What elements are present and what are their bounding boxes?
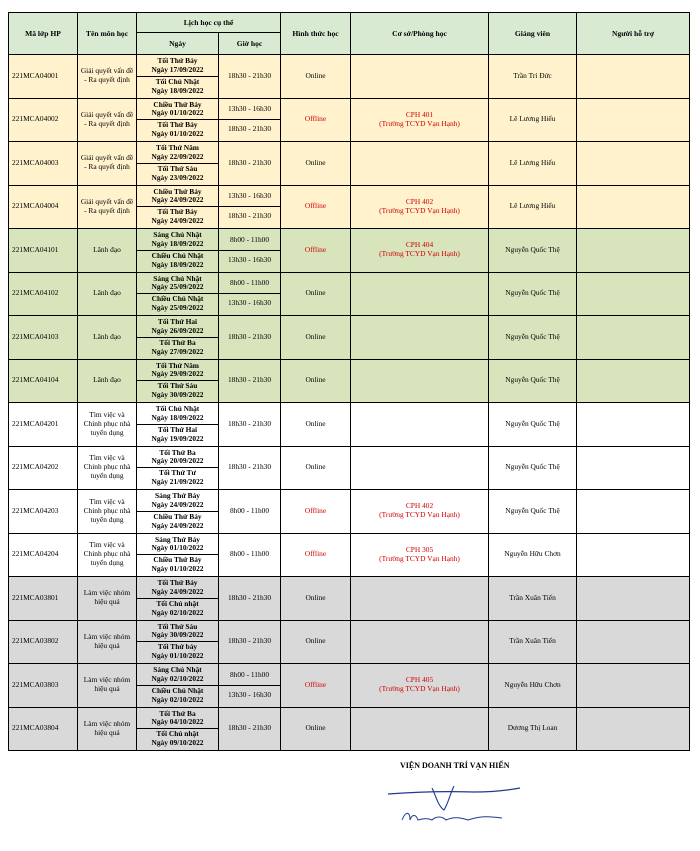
session-block [137,250,218,271]
session-day: Sáng Chủ Nhật [153,273,202,283]
session-date: Ngày 01/10/2022 [151,564,204,574]
session-day: Tối Thứ Sáu [157,381,198,391]
session-block [137,274,218,294]
time-slot: 18h30 - 21h30 [227,723,272,733]
session-block [137,361,218,381]
class-code-cell: 221MCA04203 [9,490,78,534]
session-block [137,187,218,207]
schedule-body [9,55,690,751]
header-schedule: Lịch học cụ thể [137,13,281,33]
date-cell [137,359,219,403]
session-block [137,143,218,163]
teacher-cell: Lê Lương Hiếu [489,142,577,186]
session-day: Tối Thứ Tư [159,468,196,478]
session-day: Sáng Chủ Nhật [153,230,202,239]
session-day: Chiều Chủ Nhật [151,250,204,260]
session-date: Ngày 18/09/2022 [151,412,204,422]
table-row [9,316,690,360]
class-code-cell: 221MCA03804 [9,707,78,751]
assistant-cell [577,272,690,316]
class-code-cell: 221MCA04104 [9,359,78,403]
class-code-cell: 221MCA04001 [9,55,78,99]
session-day: Sáng Thứ Bảy [155,534,200,544]
session-day: Tối Chủ Nhật [155,404,200,413]
time-slot: 8h00 - 11h00 [229,278,270,288]
teacher-cell: Nguyễn Quốc Thệ [489,446,577,490]
assistant-cell [577,316,690,360]
session-day: Tối Thứ Bảy [157,56,198,65]
session-day: Tối Thứ Năm [156,143,199,152]
subject-cell: Tìm việc và Chinh phục nhà tuyển dụng [78,446,137,490]
assistant-cell [577,533,690,577]
date-cell [137,577,219,621]
mode-cell: Online [281,55,351,99]
mode-cell: Online [281,446,351,490]
date-cell [137,403,219,447]
schedule-table [8,12,690,751]
table-row [9,272,690,316]
mode-cell: Online [281,316,351,360]
time-slot: 18h30 - 21h30 [227,331,272,341]
assistant-cell [577,403,690,447]
mode-cell: Online [281,359,351,403]
time-cell [219,620,281,664]
session-block [137,56,218,76]
session-day: Chiều Thứ Bảy [153,511,202,521]
session-block [137,728,218,749]
subject-cell: Làm việc nhóm hiệu quả [78,577,137,621]
session-block [137,230,218,250]
assistant-cell [577,620,690,664]
time-cell [219,142,281,186]
session-day: Tối Chủ Nhật [155,76,200,86]
class-code-cell: 221MCA03803 [9,664,78,708]
time-cell [219,664,281,708]
table-row [9,142,690,186]
time-cell [219,533,281,577]
session-day: Tối Thứ Bảy [157,207,198,217]
time-slot: 18h30 - 21h30 [227,462,272,472]
class-code-cell: 221MCA04204 [9,533,78,577]
teacher-cell: Trần Xuân Tiến [489,620,577,664]
session-block [137,206,218,227]
subject-cell: Giải quyết vấn đề - Ra quyết định [78,55,137,99]
session-block [137,685,218,706]
time-slot: 18h30 - 21h30 [227,636,272,646]
date-cell [137,272,219,316]
time-slot: 13h30 - 16h30 [219,293,280,313]
teacher-cell: Nguyễn Quốc Thệ [489,229,577,273]
room-cell [351,446,489,490]
teacher-cell: Lê Lương Hiếu [489,185,577,229]
table-row [9,55,690,99]
session-block [137,665,218,685]
room-cell [351,577,489,621]
time-cell [219,577,281,621]
session-block [137,511,218,532]
session-date: Ngày 27/09/2022 [151,346,204,356]
session-day: Sáng Thứ Bảy [155,491,200,500]
session-date: Ngày 18/09/2022 [151,238,204,248]
time-cell [219,490,281,534]
session-date: Ngày 02/10/2022 [151,673,204,683]
mode-cell: Offline [281,490,351,534]
subject-cell: Tìm việc và Chinh phục nhà tuyển dụng [78,533,137,577]
session-block [137,317,218,337]
footer-organization: VIỆN DOANH TRÍ VẠN HIẾN [400,761,510,770]
time-slot: 8h00 - 11h00 [229,234,270,244]
session-date: Ngày 30/09/2022 [151,390,204,400]
session-date: Ngày 26/09/2022 [151,325,204,335]
header-mode: Hình thức học [281,13,351,55]
subject-cell: Tìm việc và Chinh phục nhà tuyển dụng [78,403,137,447]
session-block [137,641,218,662]
table-row [9,664,690,708]
subject-cell: Làm việc nhóm hiệu quả [78,707,137,751]
session-day: Tối Thứ Bảy [157,120,198,130]
session-date: Ngày 21/09/2022 [151,477,204,487]
header-subject: Tên môn học [78,13,137,55]
table-row [9,577,690,621]
date-cell [137,316,219,360]
session-block [137,467,218,488]
time-cell [219,98,281,142]
teacher-cell: Nguyễn Quốc Thệ [489,272,577,316]
date-cell [137,664,219,708]
assistant-cell [577,446,690,490]
date-cell [137,490,219,534]
assistant-cell [577,577,690,621]
session-day: Sáng Chủ Nhật [153,665,202,674]
session-block [137,424,218,445]
table-row [9,229,690,273]
session-block [137,622,218,642]
mode-cell: Offline [281,664,351,708]
session-day: Tối Chủ nhật [156,729,199,739]
class-code-cell: 221MCA04103 [9,316,78,360]
room-cell: CPH 404 (Trường TCYD Vạn Hạnh) [351,229,489,273]
subject-cell: Làm việc nhóm hiệu quả [78,620,137,664]
time-slot: 13h30 - 16h30 [219,685,280,705]
session-date: Ngày 01/10/2022 [151,108,204,118]
session-day: Tối Thứ Ba [159,447,196,457]
session-date: Ngày 25/09/2022 [151,282,204,292]
time-cell [219,446,281,490]
date-cell [137,229,219,273]
session-day: Tối Thứ Ba [159,337,196,347]
session-day: Tối Chủ nhật [156,598,199,608]
room-cell [351,707,489,751]
mode-cell: Online [281,403,351,447]
session-date: Ngày 01/10/2022 [151,543,204,553]
teacher-cell: Dương Thị Loan [489,707,577,751]
time-cell [219,707,281,751]
mode-cell: Offline [281,533,351,577]
room-cell: CPH 402 (Trường TCYD Vạn Hạnh) [351,185,489,229]
session-day: Tối Thứ Hai [157,317,198,326]
session-date: Ngày 22/09/2022 [151,151,204,161]
time-slot: 18h30 - 21h30 [227,418,272,428]
date-cell [137,620,219,664]
session-block [137,709,218,729]
class-code-cell: 221MCA04004 [9,185,78,229]
time-cell [219,316,281,360]
subject-cell: Giải quyết vấn đề - Ra quyết định [78,142,137,186]
table-row [9,707,690,751]
time-slot: 8h00 - 11h00 [229,669,270,679]
class-code-cell: 221MCA04202 [9,446,78,490]
session-date: Ngày 24/09/2022 [151,586,204,596]
session-day: Tối Thứ bảy [157,642,198,652]
session-date: Ngày 17/09/2022 [151,64,204,74]
session-block [137,554,218,575]
date-cell [137,142,219,186]
session-block [137,598,218,619]
teacher-cell: Nguyễn Quốc Thệ [489,359,577,403]
class-code-cell: 221MCA04002 [9,98,78,142]
session-day: Tối Thứ Ba [159,708,196,718]
time-slot: 8h00 - 11h00 [229,505,270,515]
teacher-cell: Trần Xuân Tiến [489,577,577,621]
assistant-cell [577,98,690,142]
room-cell [351,142,489,186]
session-date: Ngày 09/10/2022 [151,738,204,748]
mode-cell: Offline [281,98,351,142]
time-slot: 18h30 - 21h30 [227,592,272,602]
session-block [137,404,218,424]
class-code-cell: 221MCA04102 [9,272,78,316]
class-code-cell: 221MCA03801 [9,577,78,621]
session-date: Ngày 02/10/2022 [151,694,204,704]
assistant-cell [577,55,690,99]
subject-cell: Làm việc nhóm hiệu quả [78,664,137,708]
session-block [137,380,218,401]
room-cell [351,403,489,447]
room-cell: CPH 401 (Trường TCYD Vạn Hạnh) [351,98,489,142]
subject-cell: Lãnh đạo [78,272,137,316]
session-date: Ngày 24/09/2022 [151,216,204,226]
room-cell: CPH 305 (Trường TCYD Vạn Hạnh) [351,533,489,577]
signature-image [384,780,524,830]
assistant-cell [577,142,690,186]
header-class-code: Mã lớp HP [9,13,78,55]
session-block [137,491,218,511]
session-day: Chiều Chủ Nhật [151,294,204,304]
room-cell [351,359,489,403]
mode-cell: Offline [281,185,351,229]
session-block [137,578,218,598]
assistant-cell [577,229,690,273]
room-cell [351,316,489,360]
room-cell: CPH 402 (Trường TCYD Vạn Hạnh) [351,490,489,534]
teacher-cell: Nguyễn Quốc Thệ [489,403,577,447]
header-room: Cơ sở/Phòng học [351,13,489,55]
table-row [9,533,690,577]
header-date: Ngày [137,33,219,55]
class-code-cell: 221MCA04201 [9,403,78,447]
session-block [137,100,218,120]
session-date: Ngày 01/10/2022 [151,129,204,139]
time-cell [219,359,281,403]
room-cell [351,620,489,664]
time-slot: 18h30 - 21h30 [219,206,280,226]
assistant-cell [577,664,690,708]
date-cell [137,55,219,99]
class-code-cell: 221MCA04003 [9,142,78,186]
session-date: Ngày 01/10/2022 [151,651,204,661]
time-cell [219,229,281,273]
session-day: Tối Thứ Năm [156,360,199,370]
subject-cell: Lãnh đạo [78,316,137,360]
header-assistant: Người hỗ trợ [577,13,690,55]
session-day: Tối Thứ Bảy [157,578,198,587]
session-day: Tối Thứ Hai [157,424,198,434]
table-row [9,490,690,534]
assistant-cell [577,707,690,751]
session-day: Chiều Thứ Bảy [153,99,202,109]
session-day: Chiều Chủ Nhật [151,685,204,695]
room-cell: CPH 405 (Trường TCYD Vạn Hạnh) [351,664,489,708]
session-date: Ngày 25/09/2022 [151,303,204,313]
teacher-cell: Trần Trí Đức [489,55,577,99]
session-date: Ngày 04/10/2022 [151,717,204,727]
session-block [137,535,218,555]
session-date: Ngày 02/10/2022 [151,607,204,617]
class-code-cell: 221MCA03802 [9,620,78,664]
time-slot: 18h30 - 21h30 [227,70,272,80]
session-date: Ngày 20/09/2022 [151,456,204,466]
session-block [137,119,218,140]
session-date: Ngày 18/09/2022 [151,259,204,269]
mode-cell: Online [281,272,351,316]
time-cell [219,185,281,229]
table-row [9,185,690,229]
time-slot: 13h30 - 16h30 [227,191,272,201]
time-cell [219,272,281,316]
room-cell [351,272,489,316]
session-date: Ngày 24/09/2022 [151,520,204,530]
time-slot: 18h30 - 21h30 [219,119,280,139]
mode-cell: Online [281,620,351,664]
time-slot: 18h30 - 21h30 [227,375,272,385]
subject-cell: Giải quyết vấn đề - Ra quyết định [78,185,137,229]
table-row [9,403,690,447]
table-row [9,620,690,664]
mode-cell: Online [281,577,351,621]
date-cell [137,98,219,142]
mode-cell: Online [281,142,351,186]
teacher-cell: Nguyễn Quốc Thệ [489,490,577,534]
assistant-cell [577,490,690,534]
session-day: Tối Thứ Sáu [157,621,198,631]
subject-cell: Lãnh đạo [78,359,137,403]
subject-cell: Lãnh đạo [78,229,137,273]
date-cell [137,533,219,577]
session-date: Ngày 24/09/2022 [151,195,204,205]
session-day: Tối Thứ Sáu [157,163,198,173]
session-block [137,337,218,358]
room-cell [351,55,489,99]
header-time: Giờ học [219,33,281,55]
teacher-cell: Nguyễn Hữu Chơn [489,664,577,708]
mode-cell: Online [281,707,351,751]
time-slot: 13h30 - 16h30 [227,104,272,114]
session-day: Chiều Thứ Bảy [153,186,202,196]
time-cell [219,403,281,447]
time-cell [219,55,281,99]
session-date: Ngày 29/09/2022 [151,369,204,379]
table-row [9,359,690,403]
session-date: Ngày 30/09/2022 [151,630,204,640]
session-date: Ngày 18/09/2022 [151,85,204,95]
assistant-cell [577,185,690,229]
session-day: Chiều Thứ Bảy [153,555,202,565]
session-block [137,293,218,314]
subject-cell: Tìm việc và Chinh phục nhà tuyển dụng [78,490,137,534]
time-slot: 8h00 - 11h00 [229,549,270,559]
header-teacher: Giảng viên [489,13,577,55]
session-block [137,448,218,468]
assistant-cell [577,359,690,403]
session-date: Ngày 24/09/2022 [151,499,204,509]
date-cell [137,446,219,490]
teacher-cell: Lê Lương Hiếu [489,98,577,142]
time-slot: 18h30 - 21h30 [227,157,272,167]
teacher-cell: Nguyễn Hữu Chơn [489,533,577,577]
date-cell [137,707,219,751]
session-block [137,76,218,97]
session-date: Ngày 23/09/2022 [151,172,204,182]
session-block [137,163,218,184]
session-date: Ngày 19/09/2022 [151,433,204,443]
table-row [9,446,690,490]
time-slot: 13h30 - 16h30 [219,250,280,270]
date-cell [137,185,219,229]
teacher-cell: Nguyễn Quốc Thệ [489,316,577,360]
table-row [9,98,690,142]
subject-cell: Giải quyết vấn đề - Ra quyết định [78,98,137,142]
class-code-cell: 221MCA04101 [9,229,78,273]
mode-cell: Offline [281,229,351,273]
